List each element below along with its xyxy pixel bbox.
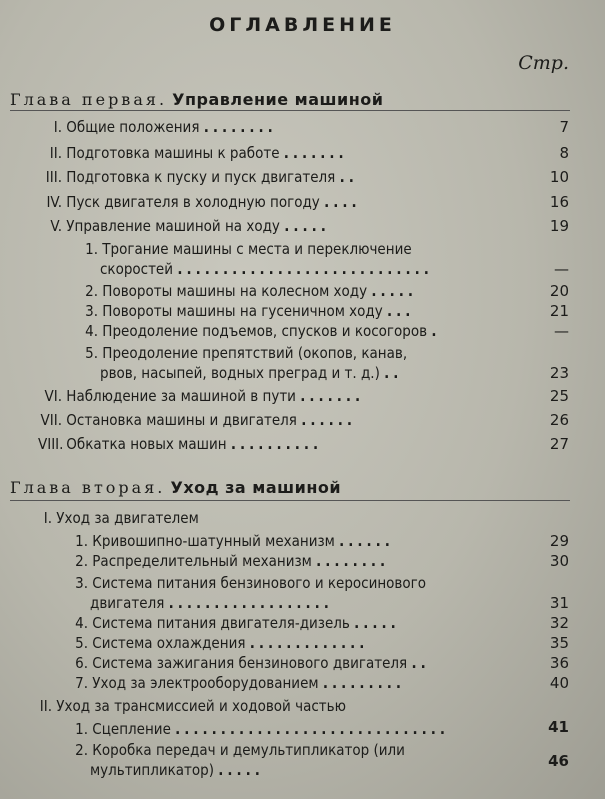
entry-number: 2. bbox=[75, 741, 88, 759]
entry-number: I. bbox=[53, 118, 62, 136]
entry-page: 31 bbox=[549, 594, 569, 612]
entry-number: 2. bbox=[85, 282, 98, 300]
entry-number: 4. bbox=[85, 322, 98, 340]
entry-text: Наблюдение за машиной в пути bbox=[66, 387, 296, 405]
entry-number: 2. bbox=[75, 552, 88, 570]
entry-number: VII. bbox=[40, 411, 62, 429]
entry-text: Уход за электрооборудованием bbox=[92, 674, 319, 692]
entry-number: VI. bbox=[44, 387, 62, 405]
leader-dots: ..... bbox=[284, 217, 330, 235]
entry-page: — bbox=[554, 322, 569, 340]
entry-page: — bbox=[554, 260, 569, 278]
entry-page: 23 bbox=[549, 364, 569, 382]
entry-page: 8 bbox=[559, 144, 569, 162]
leader-dots: ..... bbox=[371, 282, 418, 300]
entry-page: 10 bbox=[549, 168, 569, 186]
toc-subentry bbox=[80, 240, 412, 258]
chapter-label: Глава первая. bbox=[10, 90, 168, 109]
toc-entry bbox=[38, 435, 322, 453]
leader-dots: ........ bbox=[203, 118, 277, 136]
chapter-heading bbox=[10, 478, 341, 497]
entry-number: 6. bbox=[75, 654, 88, 672]
entry-text: Пуск двигателя в холодную погоду bbox=[66, 193, 320, 211]
entry-number: 3. bbox=[85, 302, 98, 320]
toc-subentry bbox=[70, 634, 368, 652]
leader-dots: ..... bbox=[354, 614, 400, 632]
entry-page: 20 bbox=[549, 282, 569, 300]
entry-number: 4. bbox=[75, 614, 88, 632]
chapter-title: Уход за машиной bbox=[170, 478, 342, 497]
chapter-rule bbox=[10, 500, 570, 501]
entry-page: 30 bbox=[549, 552, 569, 570]
entry-text: Кривошипно-шатунный механизм bbox=[92, 532, 335, 550]
entry-text: Сцепление bbox=[92, 720, 171, 738]
toc-subentry bbox=[70, 654, 430, 672]
entry-text-cont: мультипликатор) bbox=[90, 761, 214, 779]
entry-text: Система охлаждения bbox=[92, 634, 246, 652]
toc-subentry-cont bbox=[90, 594, 333, 612]
entry-number: 1. bbox=[75, 720, 88, 738]
entry-text: Система питания бензинового и керосинового bbox=[92, 574, 426, 592]
leader-dots: ...... bbox=[339, 532, 394, 550]
entry-text: Обкатка новых машин bbox=[66, 435, 227, 453]
toc-subentry bbox=[70, 574, 426, 592]
entry-text: Повороты машины на колесном ходу bbox=[102, 282, 368, 300]
entry-text: Общие положения bbox=[66, 118, 200, 136]
entry-number: II. bbox=[49, 144, 62, 162]
entry-page: 35 bbox=[549, 634, 569, 652]
entry-page: 41 bbox=[548, 718, 569, 736]
entry-number: III. bbox=[45, 168, 62, 186]
leader-dots: . bbox=[431, 322, 441, 340]
entry-text: Распределительный механизм bbox=[92, 552, 312, 570]
toc-entry bbox=[38, 144, 348, 162]
leader-dots: ....... bbox=[283, 144, 348, 162]
chapter-title: Управление машиной bbox=[172, 90, 384, 109]
entry-text: Остановка машины и двигателя bbox=[66, 411, 297, 429]
entry-page: 25 bbox=[549, 387, 569, 405]
entry-text: Уход за трансмиссией и ходовой частью bbox=[56, 697, 346, 715]
entry-number: 1. bbox=[75, 532, 88, 550]
entry-text: Трогание машины с места и переключение bbox=[102, 240, 412, 258]
entry-number: IV. bbox=[46, 193, 62, 211]
leader-dots: ............................ bbox=[177, 260, 433, 278]
entry-page: 19 bbox=[549, 217, 569, 235]
entry-number: II. bbox=[39, 697, 52, 715]
page-column-label: Стр. bbox=[518, 52, 569, 74]
entry-page: 46 bbox=[548, 752, 569, 770]
chapter-heading bbox=[10, 90, 383, 109]
toc-subentry bbox=[70, 720, 449, 738]
leader-dots: .................. bbox=[168, 594, 333, 612]
entry-number: 5. bbox=[75, 634, 88, 652]
leader-dots: .......... bbox=[230, 435, 323, 453]
chapter-rule bbox=[10, 110, 570, 111]
entry-number: 1. bbox=[85, 240, 98, 258]
leader-dots: ....... bbox=[300, 387, 365, 405]
toc-subentry bbox=[80, 322, 440, 340]
entry-text: Уход за двигателем bbox=[56, 509, 199, 527]
toc-subentry bbox=[80, 344, 407, 362]
entry-number: V. bbox=[50, 217, 62, 235]
entry-number: VIII. bbox=[38, 435, 64, 453]
toc-subentry bbox=[70, 674, 405, 692]
toc-entry bbox=[38, 168, 358, 186]
toc-entry bbox=[38, 217, 330, 235]
leader-dots: ... bbox=[387, 302, 415, 320]
toc-entry bbox=[38, 509, 199, 527]
entry-text-cont: двигателя bbox=[90, 594, 165, 612]
toc-entry bbox=[38, 193, 361, 211]
entry-text: Управление машиной на ходу bbox=[66, 217, 280, 235]
leader-dots: .............................. bbox=[175, 720, 449, 738]
entry-text: Преодоление препятствий (окопов, канав, bbox=[102, 344, 408, 362]
leader-dots: .. bbox=[339, 168, 358, 186]
toc-subentry bbox=[70, 532, 394, 550]
toc-entry bbox=[38, 118, 277, 136]
toc-subentry-cont bbox=[90, 761, 264, 779]
entry-page: 21 bbox=[549, 302, 569, 320]
entry-page: 7 bbox=[559, 118, 569, 136]
entry-number: 7. bbox=[75, 674, 88, 692]
leader-dots: ..... bbox=[218, 761, 264, 779]
toc-subentry-cont bbox=[100, 364, 402, 382]
toc-entry bbox=[38, 387, 364, 405]
toc-subentry-cont bbox=[100, 260, 433, 278]
entry-page: 16 bbox=[549, 193, 569, 211]
entry-number: 5. bbox=[85, 344, 98, 362]
entry-number: I. bbox=[43, 509, 52, 527]
toc-subentry bbox=[80, 282, 417, 300]
entry-text: Повороты машины на гусеничном ходу bbox=[102, 302, 383, 320]
leader-dots: ........ bbox=[316, 552, 390, 570]
entry-text-cont: скоростей bbox=[100, 260, 174, 278]
page-title: ОГЛАВЛЕНИЕ bbox=[209, 14, 396, 36]
entry-text: Коробка передач и демультипликатор (или bbox=[92, 741, 405, 759]
leader-dots: ......... bbox=[322, 674, 406, 692]
entry-page: 29 bbox=[549, 532, 569, 550]
entry-number: 3. bbox=[75, 574, 88, 592]
entry-page: 27 bbox=[549, 435, 569, 453]
entry-text-cont: рвов, насыпей, водных преград и т. д.) bbox=[100, 364, 380, 382]
leader-dots: .. bbox=[384, 364, 403, 382]
toc-entry bbox=[38, 697, 346, 715]
entry-page: 32 bbox=[549, 614, 569, 632]
toc-subentry bbox=[70, 614, 400, 632]
leader-dots: .. bbox=[411, 654, 430, 672]
toc-subentry bbox=[70, 552, 389, 570]
chapter-label: Глава вторая. bbox=[10, 478, 166, 497]
entry-page: 40 bbox=[549, 674, 569, 692]
entry-text: Подготовка машины к работе bbox=[66, 144, 280, 162]
entry-text: Система питания двигателя-дизель bbox=[92, 614, 350, 632]
leader-dots: .... bbox=[324, 193, 361, 211]
entry-page: 36 bbox=[549, 654, 569, 672]
toc-entry bbox=[38, 411, 356, 429]
entry-text: Преодоление подъемов, спусков и косогоров bbox=[102, 322, 428, 340]
toc-subentry bbox=[80, 302, 414, 320]
leader-dots: ...... bbox=[301, 411, 356, 429]
toc-subentry bbox=[70, 741, 405, 759]
entry-page: 26 bbox=[549, 411, 569, 429]
entry-text: Система зажигания бензинового двигателя bbox=[92, 654, 408, 672]
entry-text: Подготовка к пуску и пуск двигателя bbox=[66, 168, 336, 186]
leader-dots: ............. bbox=[249, 634, 369, 652]
